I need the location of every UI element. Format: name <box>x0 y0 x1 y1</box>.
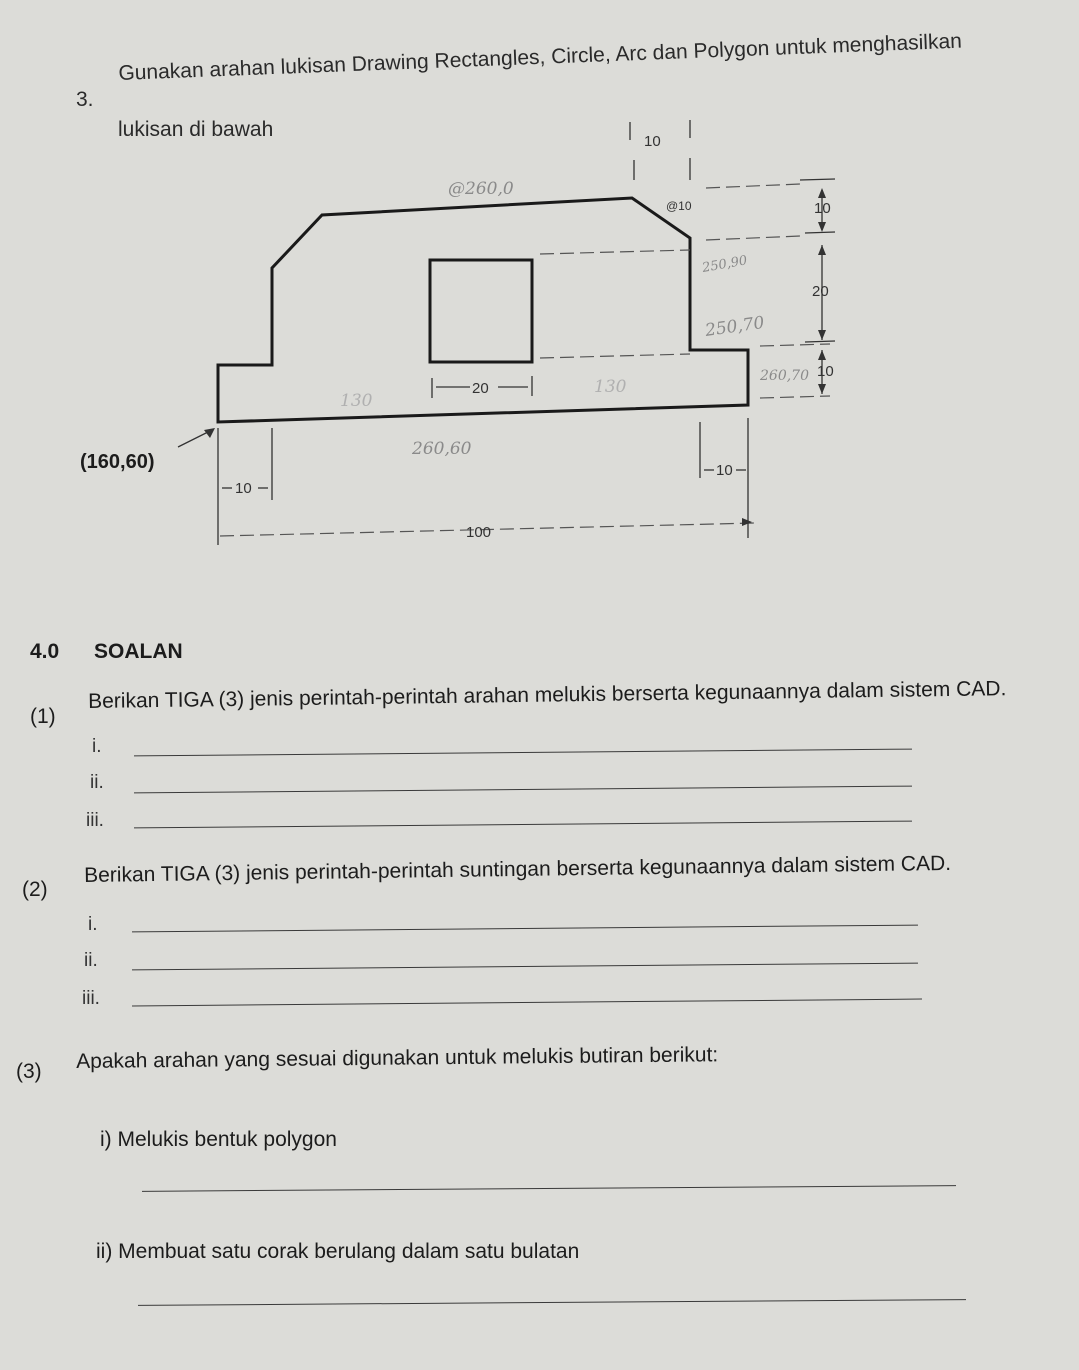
hand-note-top: @260,0 <box>448 179 514 199</box>
answer-line <box>132 925 918 933</box>
answer-line <box>132 963 918 971</box>
answer-line <box>132 999 922 1007</box>
q2-item-3: iii. <box>82 988 100 1009</box>
q1-item-1: i. <box>92 736 102 757</box>
answer-line <box>134 821 912 829</box>
q2-item-1: i. <box>88 914 98 935</box>
dim-top: 10 <box>644 133 661 150</box>
q1-number: (1) <box>30 705 56 728</box>
technical-drawing <box>0 100 1079 560</box>
q2-item-2: ii. <box>84 950 98 971</box>
hand-note-250-90: 250,90 <box>701 253 749 276</box>
dim-total-width: 100 <box>466 524 492 541</box>
dim-bottom-left: 10 <box>235 480 252 497</box>
dim-right-bottom: 10 <box>817 363 834 380</box>
q2-number: (2) <box>22 878 48 901</box>
section-title: SOALAN <box>94 640 183 663</box>
q1-text: Berikan TIGA (3) jenis perintah-perintah arahan melukis berserta kegunaannya dalam sistem CAD. <box>88 677 1007 713</box>
answer-line <box>134 749 912 757</box>
section-number: 4.0 <box>30 640 60 663</box>
q2-text: Berikan TIGA (3) jenis perintah-perintah suntingan berserta kegunaannya dalam sistem CAD. <box>84 851 952 887</box>
answer-line <box>138 1299 966 1306</box>
dim-inner-square: 20 <box>472 380 489 397</box>
dim-right-mid: 20 <box>812 283 829 300</box>
hand-note-260-70: 260,70 <box>760 368 809 384</box>
question-text-line1: Gunakan arahan lukisan Drawing Rectangles, Circle, Arc dan Polygon untuk menghasilkan <box>118 29 963 85</box>
q3-sub-ii: ii) Membuat satu corak berulang dalam satu bulatan <box>96 1240 580 1263</box>
dim-right-top: 10 <box>814 200 831 217</box>
dim-bottom-right: 10 <box>716 462 733 479</box>
question-number: 3. <box>76 88 94 111</box>
hand-note-260-60: 260,60 <box>412 439 472 459</box>
hand-note-130-right: 130 <box>594 377 627 397</box>
hand-note-250-70: 250,70 <box>703 312 766 341</box>
radius-note: @10 <box>666 199 692 213</box>
q3-sub-i: i) Melukis bentuk polygon <box>100 1128 337 1151</box>
answer-line <box>142 1185 956 1192</box>
q1-item-3: iii. <box>86 810 104 831</box>
point-label: (160,60) <box>80 451 155 473</box>
hand-note-130-left: 130 <box>340 391 373 411</box>
answer-line <box>134 786 912 794</box>
q3-text: Apakah arahan yang sesuai digunakan untuk melukis butiran berikut: <box>76 1043 719 1073</box>
q3-number: (3) <box>16 1060 42 1083</box>
question-text-line2: lukisan di bawah <box>118 118 274 141</box>
inner-square <box>430 260 532 362</box>
q1-item-2: ii. <box>90 772 104 793</box>
